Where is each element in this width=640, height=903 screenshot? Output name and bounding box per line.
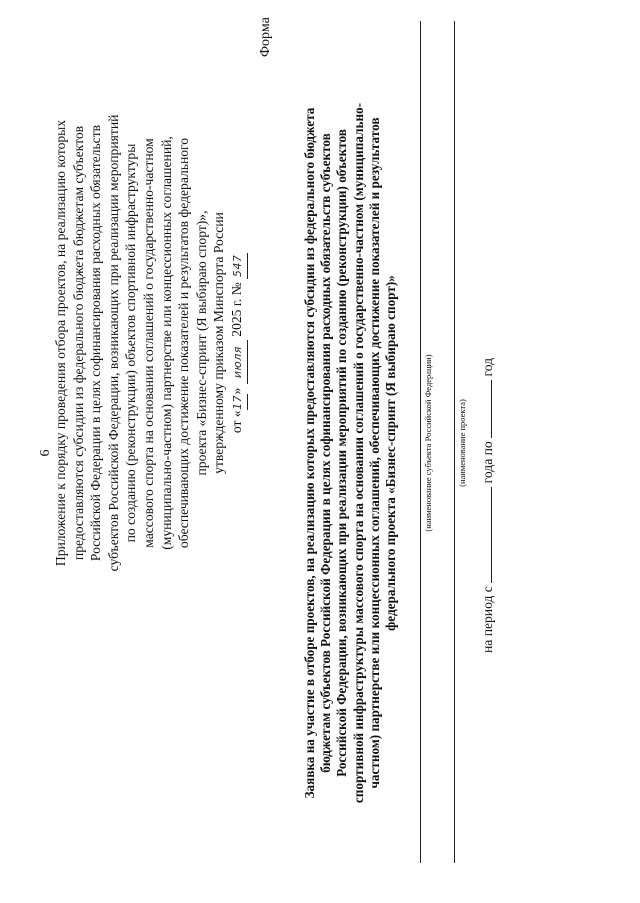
subject-caption: (наименование субъекта Российской Федерации) (423, 354, 433, 532)
appendix-line: проекта «Бизнес-спринт (Я выбираю спорт)», (193, 210, 209, 476)
approval-number: 547 (229, 253, 248, 279)
period-suffix: год (480, 357, 495, 377)
title-line: бюджетам субъектов Российской Федерации в целях софинансирования расходных обязательств субъектов (318, 133, 334, 773)
approval-line (228, 23, 248, 663)
appendix-line: (муниципально-частном) партнерстве или концессионных соглашений, (158, 136, 174, 550)
period-line (480, 213, 496, 653)
title-line: федерального проекта «Бизнес-спринт (Я выбираю спорт)» (383, 275, 399, 631)
period-end-field[interactable] (491, 380, 492, 438)
appendix-line: субъектов Российской Федерации, возникающих при реализации мероприятий (105, 114, 121, 572)
title-line: спортивной инфраструктуры массового спорта на основании соглашений о государственно-частном (муниципально- (350, 102, 366, 804)
approval-prefix: от « (228, 410, 244, 434)
appendix-line: по созданию (реконструкции) объектов спортивной инфраструктуры (123, 143, 139, 543)
period-mid: года по (480, 441, 495, 484)
appendix-line: Приложение к порядку проведения отбора проектов, на реализацию которых (53, 119, 68, 567)
application-title (302, 13, 399, 893)
appendix-header (52, 23, 248, 663)
form-label: Форма (258, 17, 273, 57)
project-caption: (наименование проекта) (457, 399, 467, 487)
period-start-field[interactable] (491, 487, 492, 583)
title-line: Российской Федерации, возникающих при реализации мероприятий по созданию (реконструкции) объектов (334, 129, 350, 777)
appendix-line: Российской Федерации в целях софинансирования расходных обязательств (88, 124, 104, 562)
approval-month: июля (229, 340, 248, 384)
appendix-line: обеспечивающих достижение показателей и результатов федерального (176, 137, 192, 549)
appendix-line: утвержденному приказом Минспорта России (211, 212, 227, 474)
appendix-line: предоставляются субсидии из федерального бюджета бюджетам субъектов (70, 125, 86, 561)
page-number: 6 (38, 449, 53, 457)
approval-mid: » (228, 387, 244, 395)
appendix-line: массового спорта на основании соглашений о государственно-частном (140, 138, 156, 548)
title-line: частном) партнерстве или концессионных соглашений, обеспечивающих достижение показателей и результатов (366, 117, 382, 789)
approval-day: 17 (229, 394, 248, 410)
project-field-line[interactable] (454, 21, 455, 863)
subject-field-line[interactable] (420, 21, 421, 863)
title-line: Заявка на участие в отборе проектов, на реализацию которых предоставляются субсидии из федерального бюджета (302, 107, 317, 799)
approval-year-text: 2025 г. № (228, 282, 244, 337)
period-prefix: на период с (480, 586, 495, 653)
